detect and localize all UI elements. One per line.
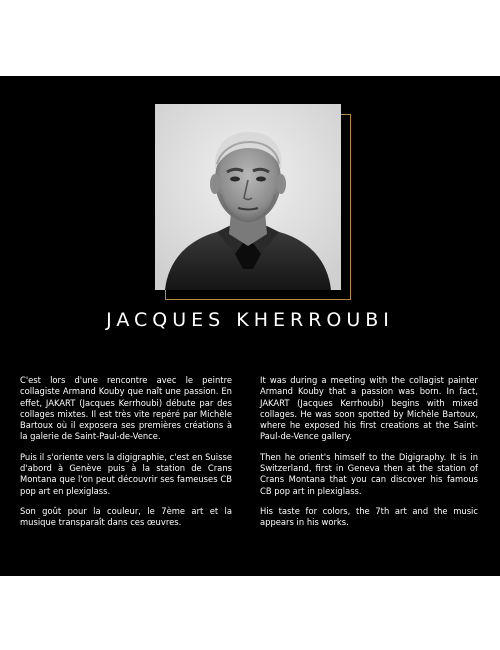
artist-bio-panel: [0, 76, 500, 576]
bio-french-column: [20, 375, 232, 538]
bio-fr-paragraph-1: C'est lors d'une rencontre avec le peintre collagiste Armand Kouby que naît une passion. En effet, JAKART (Jacques Kerrhoubi) débute par des collages mixtes. Il est très vite repéré par Michèle Bartoux où il exposera ses premières créations à la galerie de Saint-Paul-de-Vence.: [20, 375, 232, 442]
bio-fr-paragraph-2: Puis il s'oriente vers la digigraphie, c'est en Suisse d'abord à Genève puis à la station de Crans Montana que l'on peut découvrir ses fameuses CB pop art en plexiglass.: [20, 451, 232, 496]
artist-name-heading: JACQUES KHERROUBI: [106, 309, 394, 331]
bio-en-paragraph-1: It was during a meeting with the collagist painter Armand Kouby that a passion was born. In fact, JAKART (Jacques Kerrhoubi) begins with mixed collages. He was soon spotted by Michèle Bartoux, where he exposed his first creations at the Saint-Paul-de-Vence gallery.: [260, 375, 478, 442]
bio-en-paragraph-3: His taste for colors, the 7th art and the music appears in his works.: [260, 505, 478, 528]
portrait-block: [155, 104, 341, 290]
portrait-photo-icon: [155, 104, 341, 290]
bio-english-column: [260, 375, 478, 538]
bio-en-paragraph-2: Then he orient's himself to the Digigraphy. It is in Switzerland, first in Geneva then at the station of Crans Montana that you can discover his famous CB pop art in plexiglass.: [260, 451, 478, 496]
bio-fr-paragraph-3: Son goût pour la couleur, le 7ème art et la musique transparaît dans ces œuvres.: [20, 505, 232, 528]
